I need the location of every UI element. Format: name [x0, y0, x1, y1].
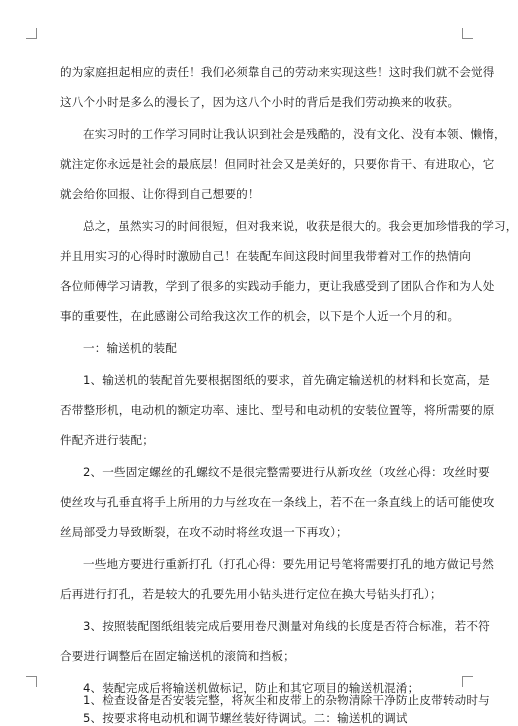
text-line: 1、检查设备是否安装完整，将灰尘和皮带上的杂物清除干净防止皮带转动时与: [83, 693, 490, 707]
crop-mark-top-left: [26, 28, 37, 39]
text-line: 并且用实习的心得时时激励自己！在装配车间这段时间里我带着对工作的热情向: [60, 249, 472, 263]
text-line: 合要进行调整后在固定输送机的滚筒和挡板；: [60, 649, 295, 663]
text-line: 后再进行打孔，若是较大的孔要先用小钻头进行定位在换大号钻头打孔）；: [60, 587, 442, 601]
text-line: 丝局部受力导致断裂，在攻不动时将丝攻退一下再攻）；: [60, 525, 348, 539]
text-line: 否带整形机，电动机的额定功率、速比、型号和电动机的安装位置等，将所需要的原: [60, 403, 495, 417]
crop-mark-bottom-left: [26, 676, 37, 687]
text-line: 在实习时的工作学习同时让我认识到社会是残酷的，没有文化、没有本领、懒惰，: [83, 127, 506, 141]
text-line: 总之，虽然实习的时间很短，但对我来说，收获是很大的。我会更加珍惜我的学习，: [83, 219, 518, 233]
text-line: 件配齐进行装配；: [60, 433, 154, 447]
text-line: 使丝攻与孔垂直将手上所用的力与丝攻在一条线上，若不在一条直线上的话可能使攻: [60, 495, 495, 509]
crop-mark-top-right: [462, 28, 473, 39]
text-line: 5、按要求将电动机和调节螺丝装好待调试。二：输送机的调试: [83, 711, 408, 725]
text-line: 就注定你永远是社会的最底层！但同时社会又是美好的，只要你肯干、有进取心，它: [60, 157, 495, 171]
text-line: 各位师傅学习请教，学到了很多的实践动手能力，更让我感受到了团队合作和为人处: [60, 279, 495, 293]
text-line: 就会给你回报、让你得到自己想要的！: [60, 187, 260, 201]
section-heading: 一：输送机的装配: [83, 341, 177, 355]
text-line: 事的重要性，在此感谢公司给我这次工作的机会，以下是个人近一个月的和。: [60, 309, 460, 323]
text-line: 1、输送机的装配首先要根据图纸的要求，首先确定输送机的材料和长宽高，是: [83, 373, 490, 387]
text-line: 4、装配完成后将输送机做标记，防止和其它项目的输送机混淆；: [83, 681, 420, 695]
crop-mark-bottom-right: [462, 676, 473, 687]
text-line: 3、按照装配图纸组装完成后要用卷尺测量对角线的长度是否符合标准，若不符: [83, 619, 490, 633]
text-line: 的为家庭担起相应的责任！我们必须靠自己的劳动来实现这些！这时我们就不会觉得: [60, 65, 495, 79]
text-line: 2、一些固定螺丝的孔螺纹不是很完整需要进行从新攻丝（攻丝心得：攻丝时要: [83, 465, 490, 479]
text-line: 一些地方要进行重新打孔（打孔心得：要先用记号笔将需要打孔的地方做记号然: [83, 557, 495, 571]
text-line: 这八个小时是多么的漫长了，因为这八个小时的背后是我们劳动换来的收获。: [60, 95, 460, 109]
